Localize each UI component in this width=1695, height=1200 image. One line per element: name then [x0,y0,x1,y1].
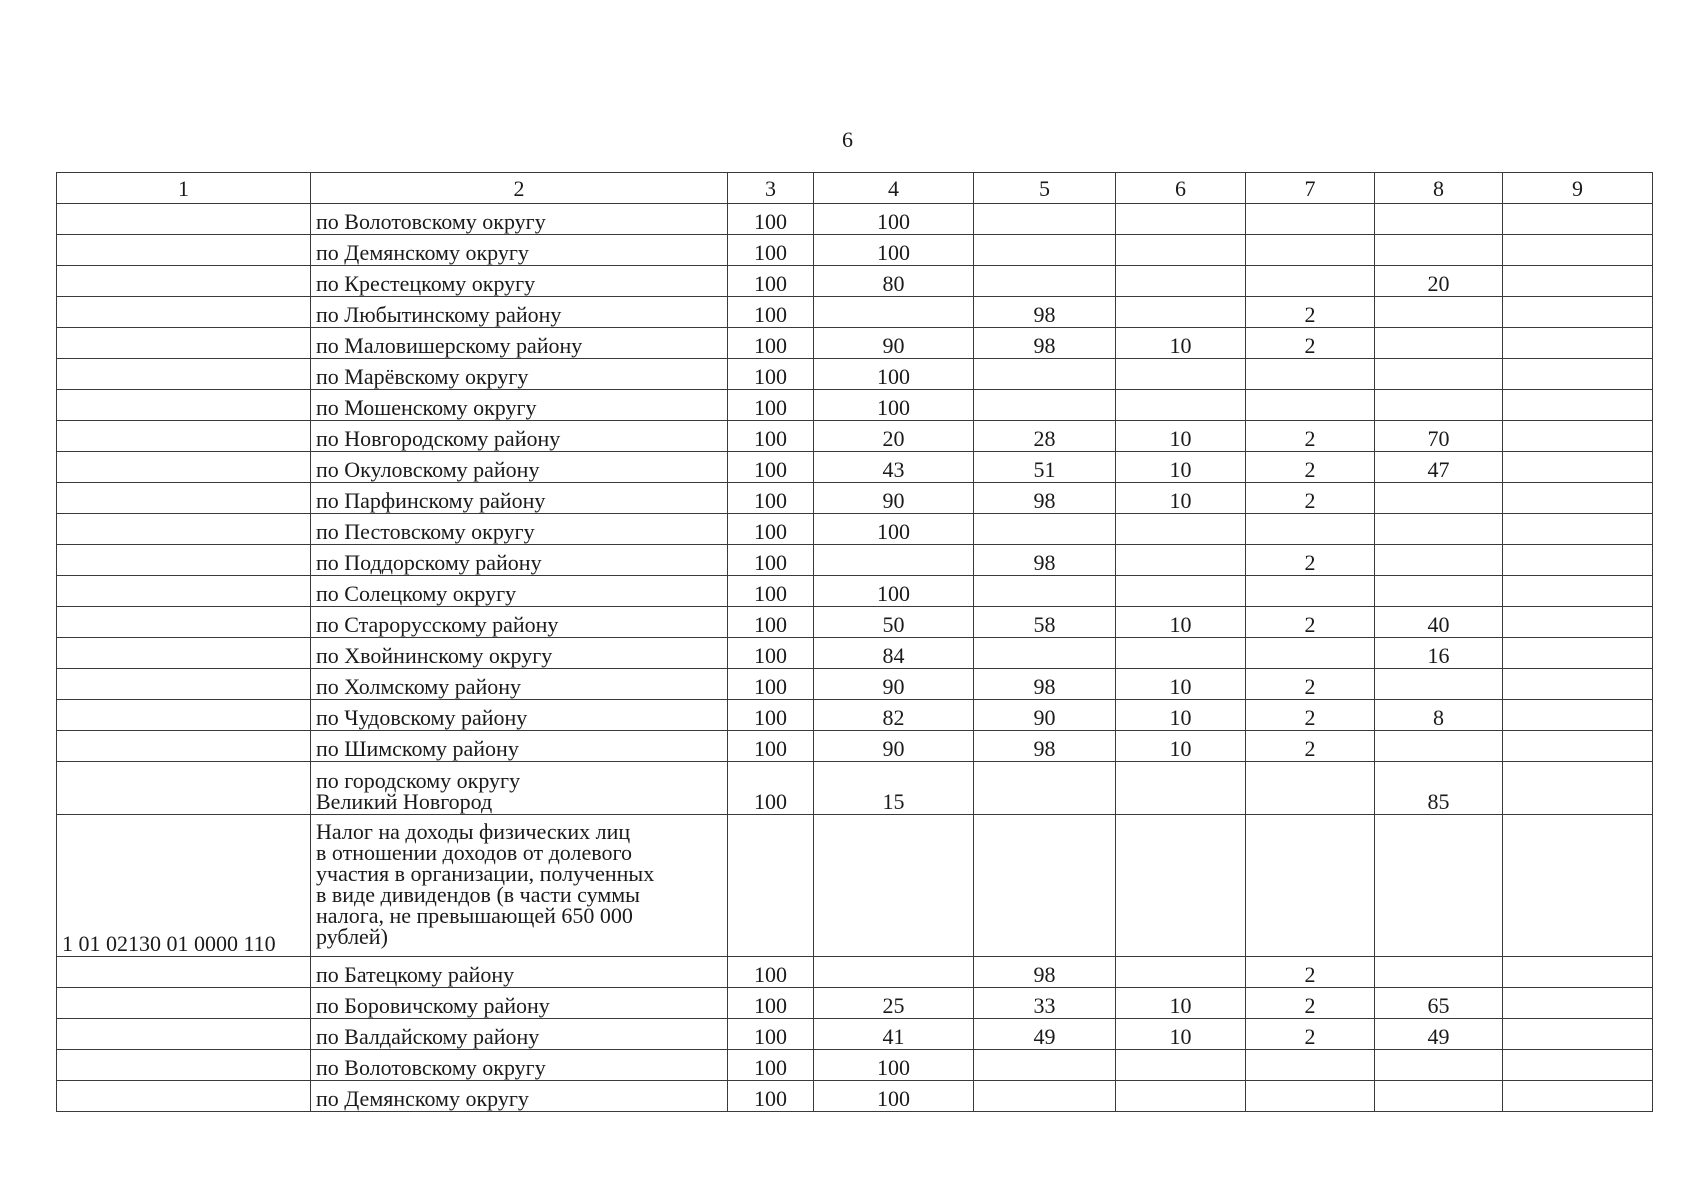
value-cell-c6 [1116,235,1246,266]
value-cell-c9 [1503,204,1653,235]
value-cell-c3: 100 [728,235,814,266]
value-cell-c5 [974,266,1116,297]
name-cell [311,762,728,815]
value-cell-c7: 2 [1246,607,1375,638]
value-cell-c4: 90 [814,328,974,359]
table-row [57,359,1653,390]
value-cell-c5: 58 [974,607,1116,638]
value-cell-c8 [1375,204,1503,235]
value-cell-c7 [1246,266,1375,297]
name-cell [311,731,728,762]
value-cell-c7: 2 [1246,483,1375,514]
value-cell-c5: 33 [974,988,1116,1019]
value-cell-c3: 100 [728,545,814,576]
value-cell-c7: 2 [1246,957,1375,988]
table-row [57,638,1653,669]
value-cell-c5: 98 [974,297,1116,328]
value-cell-c9 [1503,421,1653,452]
value-cell-c6: 10 [1116,452,1246,483]
budget-code-cell [57,483,311,514]
name-cell [311,545,728,576]
value-cell-c8 [1375,576,1503,607]
name-cell [311,266,728,297]
value-cell-c3: 100 [728,731,814,762]
value-cell-c6 [1116,1081,1246,1112]
value-cell-c9 [1503,359,1653,390]
value-cell-c9 [1503,762,1653,815]
value-cell-c5: 98 [974,731,1116,762]
value-cell-c4: 100 [814,1050,974,1081]
value-cell-c5 [974,204,1116,235]
name-line: по Валдайскому району [316,1024,540,1049]
tax-distribution-table [56,172,1653,1112]
value-cell-c8 [1375,235,1503,266]
value-cell-c5 [974,390,1116,421]
value-cell-c8: 20 [1375,266,1503,297]
name-line: по Мошенскому округу [316,395,537,420]
budget-code-cell [57,1019,311,1050]
value-cell-c4: 15 [814,762,974,815]
value-cell-c5 [974,576,1116,607]
table-row [57,1019,1653,1050]
name-cell [311,1081,728,1112]
name-line: Великий Новгород [316,789,493,814]
column-number-header-row [57,173,1653,204]
value-cell-c4: 100 [814,576,974,607]
table-row [57,545,1653,576]
table-row [57,576,1653,607]
value-cell-c4: 100 [814,514,974,545]
budget-code-cell [57,731,311,762]
value-cell-c9 [1503,669,1653,700]
value-cell-c6 [1116,815,1246,957]
value-cell-c8 [1375,1050,1503,1081]
budget-code-cell [57,545,311,576]
value-cell-c6 [1116,576,1246,607]
value-cell-c9 [1503,545,1653,576]
value-cell-c7: 2 [1246,731,1375,762]
value-cell-c9 [1503,483,1653,514]
name-line: по Демянскому округу [316,1086,529,1111]
value-cell-c6 [1116,359,1246,390]
value-cell-c8 [1375,514,1503,545]
name-cell [311,988,728,1019]
value-cell-c5: 51 [974,452,1116,483]
value-cell-c5 [974,762,1116,815]
name-cell [311,421,728,452]
value-cell-c7 [1246,204,1375,235]
table-body [57,204,1653,1112]
budget-code-cell [57,669,311,700]
name-line: по Шимскому району [316,736,519,761]
name-cell [311,638,728,669]
value-cell-c8 [1375,669,1503,700]
table-row [57,988,1653,1019]
value-cell-c4 [814,297,974,328]
value-cell-c8: 70 [1375,421,1503,452]
name-line: по Маловишерскому району [316,333,583,358]
value-cell-c4: 50 [814,607,974,638]
value-cell-c9 [1503,638,1653,669]
value-cell-c9 [1503,700,1653,731]
name-line: по городскому округу [316,768,521,793]
value-cell-c4: 84 [814,638,974,669]
value-cell-c6 [1116,514,1246,545]
value-cell-c7: 2 [1246,452,1375,483]
table-row [57,762,1653,815]
budget-code-cell [57,266,311,297]
value-cell-c3: 100 [728,762,814,815]
column-header: 4 [814,173,974,204]
budget-code-cell [57,607,311,638]
value-cell-c7 [1246,762,1375,815]
value-cell-c5 [974,359,1116,390]
name-cell [311,297,728,328]
value-cell-c4: 82 [814,700,974,731]
value-cell-c9 [1503,957,1653,988]
value-cell-c3: 100 [728,576,814,607]
value-cell-c6: 10 [1116,607,1246,638]
budget-code-cell [57,452,311,483]
value-cell-c3: 100 [728,669,814,700]
name-cell [311,390,728,421]
value-cell-c8 [1375,483,1503,514]
value-cell-c3: 100 [728,1081,814,1112]
budget-code-cell [57,204,311,235]
name-line: по Демянскому округу [316,240,529,265]
name-cell [311,452,728,483]
value-cell-c7: 2 [1246,545,1375,576]
name-line: участия в организации, полученных [316,861,655,886]
value-cell-c5: 90 [974,700,1116,731]
column-header: 6 [1116,173,1246,204]
table-row [57,390,1653,421]
budget-code-cell [57,297,311,328]
value-cell-c3: 100 [728,1050,814,1081]
value-cell-c7: 2 [1246,988,1375,1019]
name-cell [311,957,728,988]
value-cell-c5 [974,1050,1116,1081]
name-line: в виде дивидендов (в части суммы [316,882,640,907]
value-cell-c3: 100 [728,988,814,1019]
name-line: по Новгородскому району [316,426,561,451]
value-cell-c9 [1503,1050,1653,1081]
name-line: по Крестецкому округу [316,271,536,296]
name-line: налога, не превышающей 650 000 [316,903,633,928]
table-row [57,607,1653,638]
value-cell-c9 [1503,607,1653,638]
value-cell-c7: 2 [1246,1019,1375,1050]
value-cell-c3: 100 [728,483,814,514]
value-cell-c9 [1503,1081,1653,1112]
value-cell-c6 [1116,957,1246,988]
value-cell-c3: 100 [728,1019,814,1050]
value-cell-c7 [1246,359,1375,390]
value-cell-c7 [1246,235,1375,266]
name-cell [311,328,728,359]
value-cell-c6: 10 [1116,669,1246,700]
table-row [57,731,1653,762]
value-cell-c8 [1375,815,1503,957]
name-line: по Окуловскому району [316,457,540,482]
table-row [57,1050,1653,1081]
budget-code-cell [57,235,311,266]
table-row [57,421,1653,452]
value-cell-c5: 98 [974,545,1116,576]
name-line: по Любытинскому району [316,302,562,327]
value-cell-c6 [1116,297,1246,328]
value-cell-c4: 41 [814,1019,974,1050]
name-line: по Батецкому району [316,962,515,987]
value-cell-c4: 100 [814,1081,974,1112]
table-row [57,514,1653,545]
table-row [57,204,1653,235]
table-row [57,235,1653,266]
name-line: по Старорусскому району [316,612,559,637]
value-cell-c4: 90 [814,669,974,700]
budget-code-cell [57,988,311,1019]
value-cell-c9 [1503,988,1653,1019]
name-line: по Волотовскому округу [316,209,546,234]
name-cell [311,1019,728,1050]
name-line: по Волотовскому округу [316,1055,546,1080]
value-cell-c3: 100 [728,297,814,328]
budget-code-cell [57,1050,311,1081]
value-cell-c6 [1116,204,1246,235]
value-cell-c7 [1246,576,1375,607]
value-cell-c3: 100 [728,328,814,359]
value-cell-c6 [1116,762,1246,815]
value-cell-c5 [974,235,1116,266]
name-cell [311,700,728,731]
value-cell-c4 [814,957,974,988]
value-cell-c9 [1503,328,1653,359]
value-cell-c8 [1375,359,1503,390]
name-cell [311,669,728,700]
value-cell-c3: 100 [728,390,814,421]
value-cell-c8 [1375,1081,1503,1112]
value-cell-c8 [1375,328,1503,359]
value-cell-c8: 8 [1375,700,1503,731]
value-cell-c4: 100 [814,204,974,235]
value-cell-c6: 10 [1116,421,1246,452]
value-cell-c8: 49 [1375,1019,1503,1050]
budget-code-cell [57,957,311,988]
column-header: 1 [57,173,311,204]
value-cell-c5: 49 [974,1019,1116,1050]
value-cell-c4 [814,815,974,957]
table-row [57,815,1653,957]
budget-code-cell [57,514,311,545]
name-line: по Хвойнинскому округу [316,643,553,668]
value-cell-c9 [1503,266,1653,297]
value-cell-c7: 2 [1246,421,1375,452]
value-cell-c4: 90 [814,483,974,514]
value-cell-c6: 10 [1116,483,1246,514]
value-cell-c5 [974,815,1116,957]
value-cell-c6: 10 [1116,1019,1246,1050]
name-cell [311,815,728,957]
column-header: 2 [311,173,728,204]
value-cell-c3: 100 [728,452,814,483]
budget-code-cell [57,638,311,669]
value-cell-c4: 20 [814,421,974,452]
value-cell-c8 [1375,731,1503,762]
column-header: 9 [1503,173,1653,204]
value-cell-c4: 90 [814,731,974,762]
value-cell-c6: 10 [1116,700,1246,731]
column-header: 5 [974,173,1116,204]
name-cell [311,607,728,638]
name-cell [311,235,728,266]
value-cell-c8: 65 [1375,988,1503,1019]
value-cell-c8: 85 [1375,762,1503,815]
value-cell-c5: 98 [974,483,1116,514]
value-cell-c7: 2 [1246,297,1375,328]
value-cell-c5 [974,638,1116,669]
name-cell [311,204,728,235]
value-cell-c4: 100 [814,390,974,421]
value-cell-c9 [1503,297,1653,328]
value-cell-c4: 100 [814,235,974,266]
value-cell-c6: 10 [1116,328,1246,359]
name-cell [311,576,728,607]
name-line: по Парфинскому району [316,488,546,513]
column-header: 8 [1375,173,1503,204]
table-row [57,452,1653,483]
column-header: 3 [728,173,814,204]
value-cell-c7 [1246,1081,1375,1112]
value-cell-c8 [1375,545,1503,576]
value-cell-c7 [1246,1050,1375,1081]
budget-code-cell: 1 01 02130 01 0000 110 [57,815,311,957]
page-number: 6 [842,127,853,152]
value-cell-c7: 2 [1246,700,1375,731]
name-line: по Пестовскому округу [316,519,535,544]
value-cell-c5: 98 [974,957,1116,988]
value-cell-c8: 16 [1375,638,1503,669]
value-cell-c9 [1503,452,1653,483]
name-cell [311,1050,728,1081]
name-line: по Поддорскому району [316,550,542,575]
name-cell [311,514,728,545]
value-cell-c3: 100 [728,266,814,297]
value-cell-c5: 98 [974,669,1116,700]
value-cell-c6 [1116,638,1246,669]
value-cell-c9 [1503,235,1653,266]
name-line: по Солецкому округу [316,581,517,606]
value-cell-c4: 80 [814,266,974,297]
value-cell-c4: 43 [814,452,974,483]
value-cell-c9 [1503,576,1653,607]
budget-code-cell [57,576,311,607]
value-cell-c3: 100 [728,421,814,452]
value-cell-c9 [1503,1019,1653,1050]
table-row [57,700,1653,731]
value-cell-c3: 100 [728,638,814,669]
value-cell-c3 [728,815,814,957]
table-row [57,266,1653,297]
column-header: 7 [1246,173,1375,204]
value-cell-c5 [974,514,1116,545]
value-cell-c5 [974,1081,1116,1112]
table-row [57,328,1653,359]
value-cell-c4: 100 [814,359,974,390]
value-cell-c6: 10 [1116,988,1246,1019]
value-cell-c7 [1246,514,1375,545]
value-cell-c8: 47 [1375,452,1503,483]
value-cell-c4 [814,545,974,576]
value-cell-c8 [1375,390,1503,421]
value-cell-c5: 28 [974,421,1116,452]
value-cell-c5: 98 [974,328,1116,359]
value-cell-c3: 100 [728,607,814,638]
value-cell-c6 [1116,545,1246,576]
value-cell-c7 [1246,638,1375,669]
name-line: по Боровичскому району [316,993,550,1018]
value-cell-c7 [1246,815,1375,957]
value-cell-c3: 100 [728,359,814,390]
value-cell-c4: 25 [814,988,974,1019]
value-cell-c6 [1116,266,1246,297]
budget-code-cell [57,328,311,359]
table-row [57,297,1653,328]
budget-code-cell [57,390,311,421]
name-cell [311,483,728,514]
value-cell-c8 [1375,957,1503,988]
value-cell-c9 [1503,514,1653,545]
value-cell-c7 [1246,390,1375,421]
table-row [57,483,1653,514]
value-cell-c6 [1116,390,1246,421]
value-cell-c7: 2 [1246,328,1375,359]
budget-code-cell [57,700,311,731]
budget-code-cell [57,1081,311,1112]
name-line: рублей) [316,924,388,949]
table-row [57,957,1653,988]
table-row [57,1081,1653,1112]
name-line: по Холмскому району [316,674,522,699]
budget-code-cell [57,421,311,452]
table-row [57,669,1653,700]
name-line: в отношении доходов от долевого [316,840,632,865]
budget-code-cell [57,359,311,390]
value-cell-c3: 100 [728,957,814,988]
value-cell-c6: 10 [1116,731,1246,762]
value-cell-c8: 40 [1375,607,1503,638]
name-line: по Чудовскому району [316,705,528,730]
name-cell [311,359,728,390]
budget-code-cell [57,762,311,815]
value-cell-c9 [1503,731,1653,762]
value-cell-c3: 100 [728,514,814,545]
name-line: по Марёвскому округу [316,364,529,389]
name-line: Налог на доходы физических лиц [316,819,631,844]
value-cell-c9 [1503,815,1653,957]
value-cell-c3: 100 [728,700,814,731]
value-cell-c6 [1116,1050,1246,1081]
value-cell-c8 [1375,297,1503,328]
value-cell-c3: 100 [728,204,814,235]
value-cell-c9 [1503,390,1653,421]
value-cell-c7: 2 [1246,669,1375,700]
